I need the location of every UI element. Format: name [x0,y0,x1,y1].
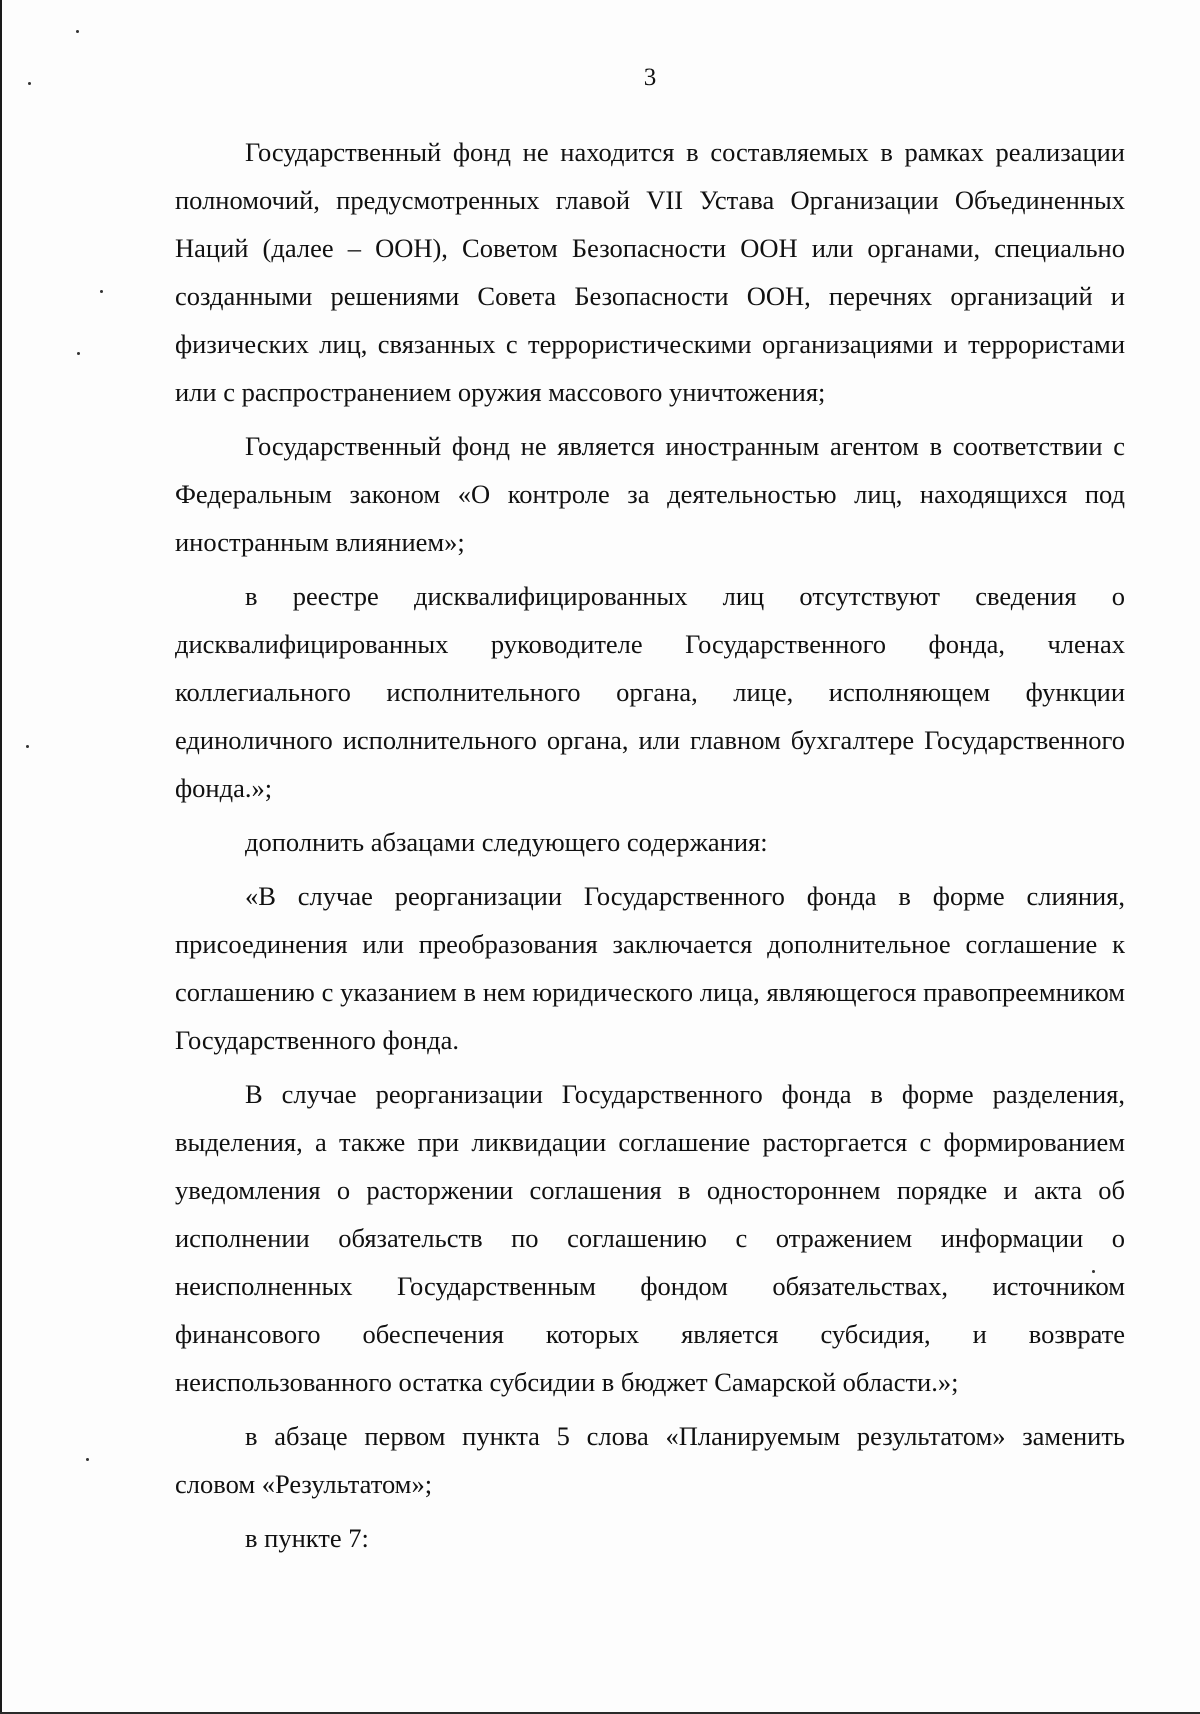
paragraph-clause-7: в пункте 7: [245,1523,369,1553]
scan-speck [77,352,80,355]
paragraph-reorganization-merger: «В случае реорганизации Государственного фонда в форме слияния, присоединения или преобразования заключается дополнительное соглашение к соглашению с указанием в нем юридического лица, являющегося правопреемником Государственного фонда. [175,881,1125,1055]
paragraph-not-in-sanctions-lists: Государственный фонд не находится в составляемых в рамках реализации полномочий, предусмотренных главой VII Устава Организации Объединенных Наций (далее – ООН), Советом Безопасности ООН или органами, специально созданными решениями Совета Безопасности ООН, перечнях организаций и физических лиц, связанных с террористическими организациями и террористами или с распространением оружия массового уничтожения; [175,137,1125,407]
paragraph-disqualified-persons-registry: в реестре дисквалифицированных лиц отсутствуют сведения о дисквалифицированных руководителе Государственного фонда, членах коллегиального исполнительного органа, лице, исполняющем функции единоличного исполнительного органа, или главном бухгалтере Государственного фонда.»; [175,581,1125,803]
paragraph-not-foreign-agent: Государственный фонд не является иностранным агентом в соответствии с Федеральным законом «О контроле за деятельностью лиц, находящихся под иностранным влиянием»; [175,431,1125,557]
paragraph-reorganization-division: В случае реорганизации Государственного фонда в форме разделения, выделения, а также при ликвидации соглашение расторгается с формированием уведомления о расторжении соглашения в одностороннем порядке и акта об исполнении обязательств по соглашению с отражением информации о неисполненных Государственным фондом обязательствах, источником финансового обеспечения которых является субсидия, и возврате неиспользованного остатка субсидии в бюджет Самарской области.»; [175,1079,1125,1397]
scan-speck [26,745,29,748]
page-number: 3 [643,64,657,91]
scan-speck [76,30,79,33]
paragraph-clause-5-amendment: в абзаце первом пункта 5 слова «Планируемым результатом» заменить словом «Результатом»; [175,1421,1125,1499]
paragraph-supplement-intro: дополнить абзацами следующего содержания: [245,827,768,857]
scan-left-edge [0,0,2,1714]
scan-speck [86,1458,89,1461]
scan-speck [100,290,103,293]
document-body [175,128,1125,1562]
